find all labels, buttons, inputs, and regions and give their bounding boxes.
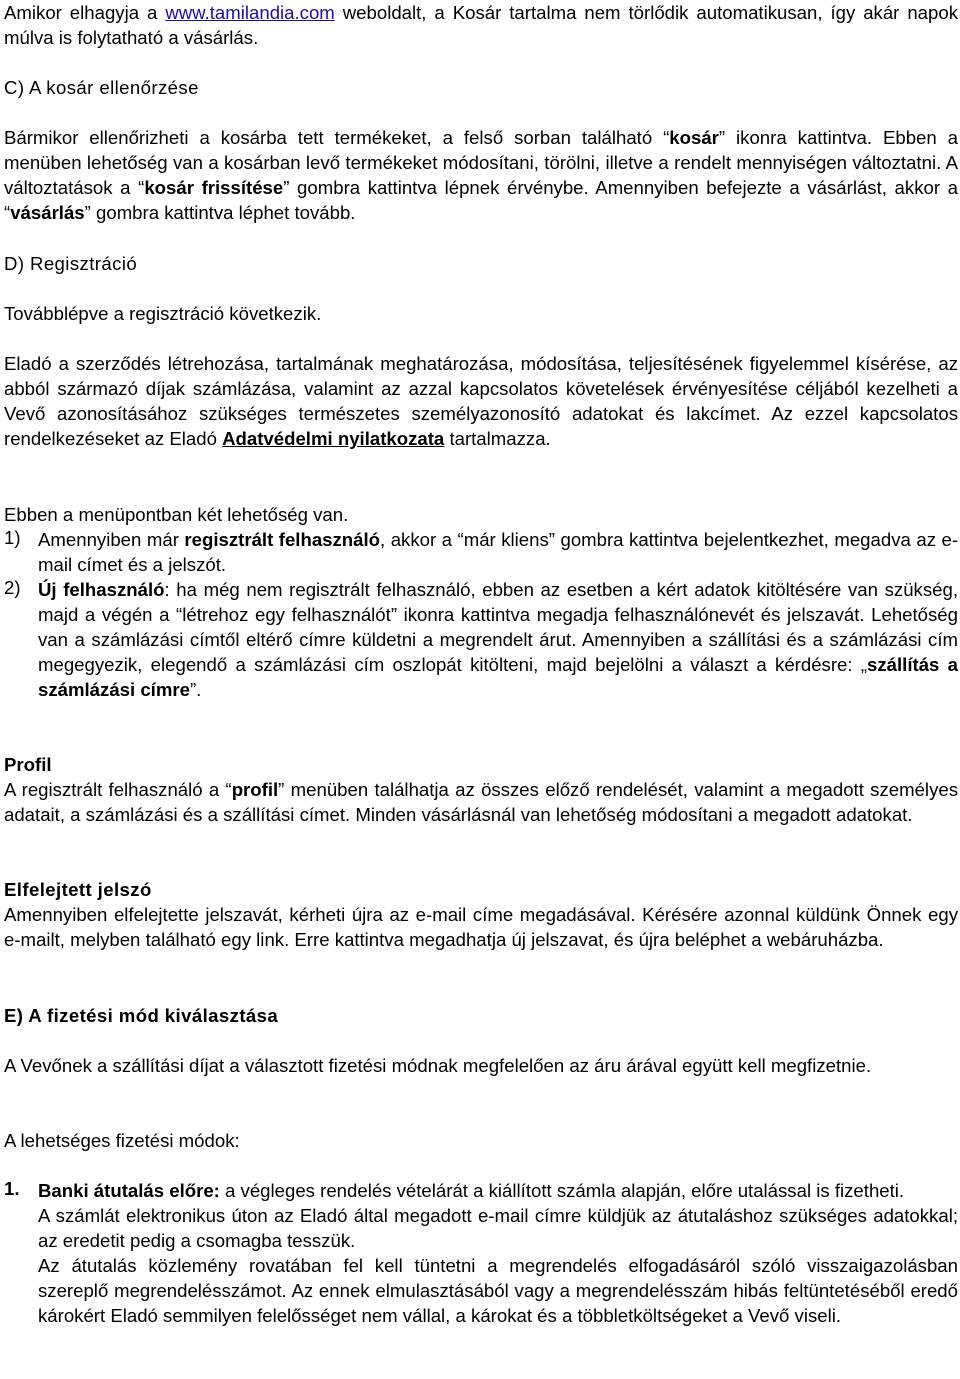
forgot-password-section xyxy=(4,877,958,952)
section-e-p1 xyxy=(4,1053,958,1078)
list-number: 1) xyxy=(4,527,21,548)
paragraph: A számlát elektronikus úton az Eladó által megadott e-mail címre küldjük az átutaláshoz szükséges adatokkal; az eredetit pedig a csomagba tesszük. xyxy=(38,1205,958,1251)
text: : ha még nem regisztrált felhasználó, ebben az esetben a kért adatok kitöltésére van szükség, majd a végén a “létrehoz egy felhasználót” ikonra kattintva megadja felhasználónevét és jelszavát. Lehetőség van a számlázási címtől eltérő címre küldetni a megrendelt árut. Amennyiben a szállítási és a számlázási cím megegyezik, elegendő a számlázási cím oszlopát kitölteni, majd bejelölni a választ a kérdésre: „ xyxy=(38,579,958,675)
paragraph: Amennyiben elfelejtette jelszavát, kérheti újra az e-mail címe megadásával. Kérésére azonnal küldünk Önnek egy e-mailt, melyben található egy link. Erre kattintva megadhatja új jelszavat, és újra beléphet a webáruházba. xyxy=(4,904,958,950)
forgot-heading: Elfelejtett jelszó xyxy=(4,879,152,900)
paragraph: Az átutalás közlemény rovatában fel kell tüntetni a megrendelés elfogadásáról szóló visszaigazolásban szereplő megrendelésszámot. Az ennek elmulasztásából vagy a megrendelésszám hibás feltüntetéséből eredő károkért Eladó semmilyen felelősséget nem vállal, a károkat és a többletköltségeket a Vevő viseli. xyxy=(38,1255,958,1326)
list-item xyxy=(4,527,958,577)
bold-term: regisztrált felhasználó xyxy=(184,529,381,550)
text: ” gombra kattintva lépnek érvénybe. Amennyiben befejezte a vásárlást, akkor a “ xyxy=(4,177,958,223)
section-c-heading xyxy=(4,75,958,100)
bold-term: szállítás a számlázási címre xyxy=(38,654,959,700)
vasarlas-term: vásárlás xyxy=(10,202,85,223)
section-e-p2 xyxy=(4,1128,958,1153)
list-item xyxy=(4,1178,958,1328)
section-c-paragraph xyxy=(4,125,958,225)
text: tartalmazza. xyxy=(444,428,551,449)
list-item xyxy=(4,577,958,702)
paragraph: A Vevőnek a szállítási díjat a választott fizetési módnak megfelelően az áru árával együtt kell megfizetnie. xyxy=(4,1055,872,1076)
kosar-frissitese-term: kosár frissítése xyxy=(144,177,284,198)
list-number: 1. xyxy=(4,1178,20,1199)
bold-term: Új felhasználó xyxy=(38,579,165,600)
intro-text-cont: weboldalt, a Kosár tartalma nem törlődik automatikusan, így akár napok múlva is folytatható a vásárlás. xyxy=(4,2,958,48)
kosar-term: kosár xyxy=(669,127,719,148)
text: A regisztrált felhasználó a “ xyxy=(4,779,232,800)
section-heading: C) A kosár ellenőrzése xyxy=(4,77,199,98)
text: ” ikonra kattintva. Ebben a menüben lehetőség van a kosárban levő termékeket módosítani, törölni, illetve a rendelt mennyiségen változtatni. A változtatások a “ xyxy=(4,127,958,198)
text: Eladó a szerződés létrehozása, tartalmának meghatározása, módosítása, teljesítésének figyelemmel kísérése, az abból származó díjak számlázása, valamint az azzal kapcsolatos követelések érvényesítése céljából kezelheti a Vevő azonosításához szükséges természetes személyazonosító adatokat és lakcímet. Az ezzel kapcsolatos rendelkezéseket az Eladó xyxy=(4,353,958,449)
profil-heading: Profil xyxy=(4,754,52,775)
section-heading: E) A fizetési mód kiválasztása xyxy=(4,1005,279,1026)
section-heading: D) Regisztráció xyxy=(4,253,138,274)
paragraph: Továbblépve a regisztráció következik. xyxy=(4,303,322,324)
section-d-p1 xyxy=(4,301,958,326)
text: , akkor a “már kliens” gombra kattintva bejelentkezhet, megadva az e-mail címet és a jelszót. xyxy=(38,529,959,575)
intro-text: Amikor elhagyja a xyxy=(4,2,166,23)
intro-paragraph xyxy=(4,0,958,50)
text: ” menüben találhatja az összes előző rendelését, valamint a megadott személyes adatait, a számlázási és a szállítási címet. Minden vásárlásnál van lehetőség módosítani a megadott adatokat. xyxy=(4,779,959,825)
bold-term: Banki átutalás előre: xyxy=(38,1180,220,1201)
section-e-heading xyxy=(4,1003,958,1028)
website-link[interactable]: www.tamilandia.com xyxy=(165,2,335,23)
text: Amennyiben már xyxy=(38,529,185,550)
list-number: 2) xyxy=(4,577,21,598)
text: a végleges rendelés vételárát a kiállított számla alapján, előre utalással is fizetheti. xyxy=(219,1180,905,1201)
text: Bármikor ellenőrizheti a kosárba tett termékeket, a felső sorban található “ xyxy=(4,127,670,148)
paragraph: Ebben a menüpontban két lehetőség van. xyxy=(4,504,349,525)
section-d-p2 xyxy=(4,351,958,451)
profil-section xyxy=(4,752,958,827)
payment-methods-list xyxy=(4,1178,958,1328)
section-d-heading xyxy=(4,251,958,276)
section-d-list xyxy=(4,527,958,702)
bold-term: profil xyxy=(231,779,279,800)
privacy-policy-link[interactable]: Adatvédelmi nyilatkozata xyxy=(222,428,445,449)
text: ”. xyxy=(189,679,202,700)
section-d-p3 xyxy=(4,502,958,527)
text: ” gombra kattintva léphet tovább. xyxy=(84,202,356,223)
paragraph: A lehetséges fizetési módok: xyxy=(4,1130,240,1151)
